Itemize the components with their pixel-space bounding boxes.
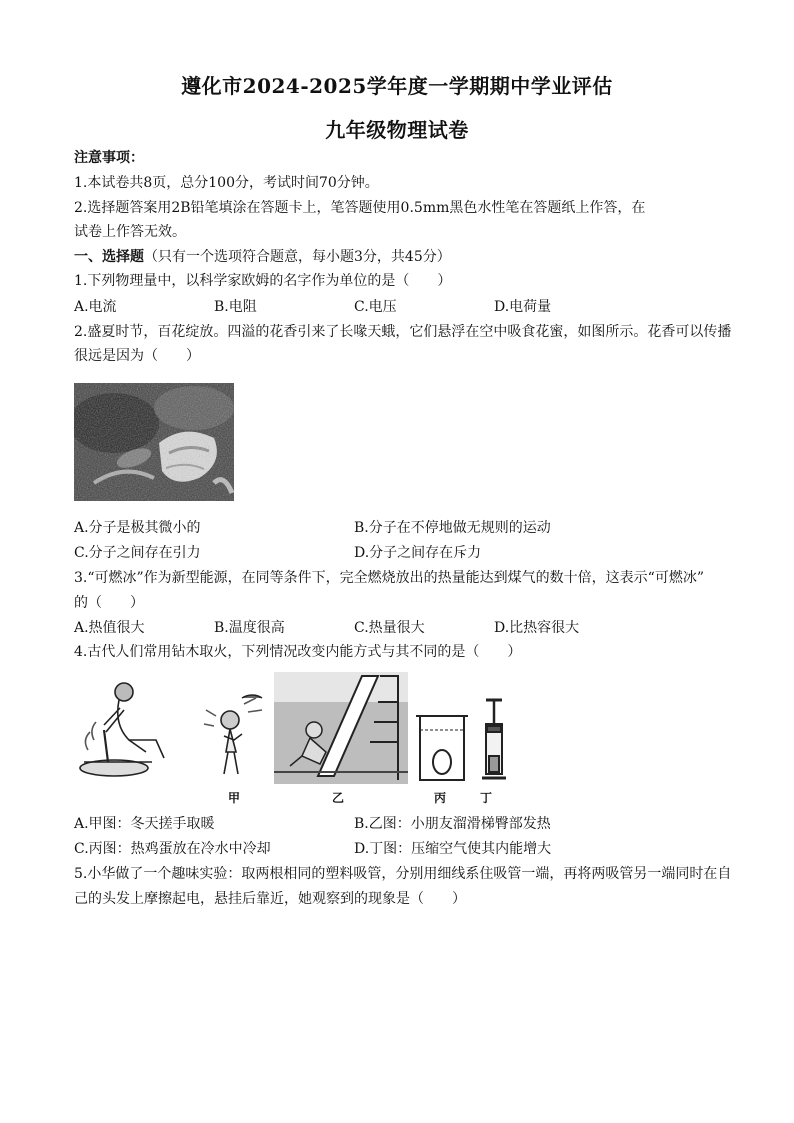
question-4-option-a: A.甲图：冬天搓手取暖 xyxy=(74,816,215,832)
question-3-option-c: C.热量很大 xyxy=(354,620,425,636)
section-title: 一、选择题 xyxy=(74,249,144,265)
question-4-option-b: B.乙图：小朋友溜滑梯臀部发热 xyxy=(354,816,551,832)
notes-item-2-line-1: 2.选择题答案用2B铅笔填涂在答题卡上，笔答题使用0.5mm黑色水性笔在答题纸上作答，在 xyxy=(74,200,646,216)
question-3-stem-line-1: 3.“可燃冰”作为新型能源，在同等条件下，完全燃烧放出的热量能达到煤气的数十倍，这表示“可燃冰” xyxy=(74,570,704,586)
question-5-stem-line-2: 己的头发上摩擦起电，悬挂后靠近，她观察到的现象是（ ） xyxy=(74,891,466,907)
question-2-option-b: B.分子在不停地做无规则的运动 xyxy=(354,520,551,536)
notes-heading: 注意事项： xyxy=(74,150,144,166)
question-2-option-d: D.分子之间存在斥力 xyxy=(354,545,482,561)
question-4-stem: 4.古代人们常用钻木取火，下列情况改变内能方式与其不同的是（ ） xyxy=(74,644,522,660)
egg-in-cold-water-figure xyxy=(412,700,472,784)
question-3-option-d: D.比热容很大 xyxy=(494,620,580,636)
question-1-option-c: C.电压 xyxy=(354,299,397,315)
question-4-option-c: C.丙图：热鸡蛋放在冷水中冷却 xyxy=(74,841,271,857)
hawk-moth-photo xyxy=(74,383,234,501)
question-1-option-d: D.电荷量 xyxy=(494,299,552,315)
drill-wood-fire-figure xyxy=(74,670,184,780)
question-2-stem-line-1: 2.盛夏时节，百花绽放。四溢的花香引来了长喙天蛾，它们悬浮在空中吸食花蜜，如图所示。花香可以传播 xyxy=(74,324,732,340)
notes-item-2-line-2: 试卷上作答无效。 xyxy=(74,224,186,240)
question-3-option-b: B.温度很高 xyxy=(214,620,285,636)
compressed-air-cylinder-figure xyxy=(476,696,512,786)
rubbing-hands-figure xyxy=(186,690,274,782)
figure-label-ding: 丁 xyxy=(480,791,493,805)
question-1-option-a: A.电流 xyxy=(74,299,117,315)
question-1-stem: 1.下列物理量中，以科学家欧姆的名字作为单位的是（ ） xyxy=(74,273,452,289)
notes-item-1: 1.本试卷共8页，总分100分，考试时间70分钟。 xyxy=(74,175,379,191)
figure-label-jia: 甲 xyxy=(228,791,241,805)
question-5-stem-line-1: 5.小华做了一个趣味实验：取两根相同的塑料吸管，分别用细线系住吸管一端，再将两吸管另一端同时在自 xyxy=(74,866,732,882)
question-4-option-d: D.丁图：压缩空气使其内能增大 xyxy=(354,841,552,857)
page-subtitle: 九年级物理试卷 xyxy=(325,118,469,142)
question-3-stem-line-2: 的（ ） xyxy=(74,595,144,611)
section-instruction: （只有一个选项符合题意，每小题3分，共45分） xyxy=(144,249,451,265)
question-2-option-a: A.分子是极其微小的 xyxy=(74,520,201,536)
question-1-option-b: B.电阻 xyxy=(214,299,257,315)
slide-figure xyxy=(274,672,408,784)
question-3-option-a: A.热值很大 xyxy=(74,620,145,636)
page-title: 遵化市2024-2025学年度一学期期中学业评估 xyxy=(181,74,613,98)
section-heading xyxy=(74,247,734,267)
question-2-stem-line-2: 很远是因为（ ） xyxy=(74,348,200,364)
figure-label-bing: 丙 xyxy=(434,791,447,805)
figure-label-yi: 乙 xyxy=(332,791,345,805)
question-2-option-c: C.分子之间存在引力 xyxy=(74,545,201,561)
